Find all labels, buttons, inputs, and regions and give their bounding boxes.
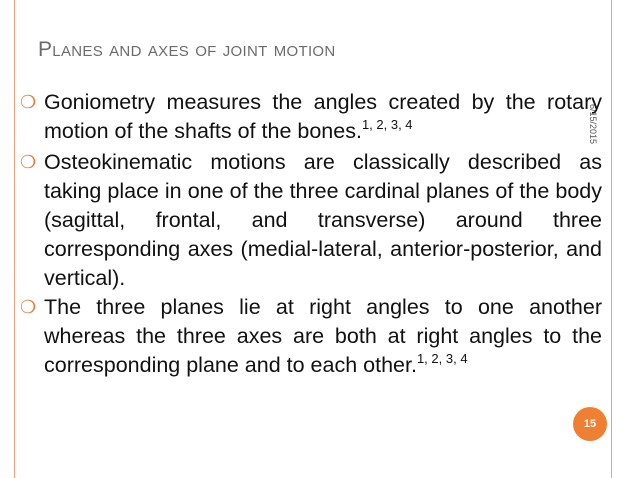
- bullet-item: [20, 293, 602, 382]
- bullet-text: Goniometry measures the angles created by the rotary motion of the shafts of the bones.: [44, 90, 602, 143]
- right-border-line: [611, 0, 612, 478]
- page-number-badge: 15: [573, 407, 607, 441]
- bullet-list: [20, 88, 602, 382]
- reference-superscript: 1, 2, 3, 4: [416, 351, 468, 366]
- left-border-line: [14, 0, 15, 478]
- hollow-circle-bullet-icon: ❍: [20, 92, 37, 113]
- slide-title: Planes and axes of joint motion: [38, 38, 336, 61]
- reference-superscript: 1, 2, 3, 4: [361, 117, 413, 132]
- hollow-circle-bullet-icon: ❍: [20, 297, 37, 318]
- slide-date: 6/15/2015: [588, 104, 598, 145]
- bullet-text: The three planes lie at right angles to one another whereas the three axes are both at right angles to the corresponding plane and to each other.: [44, 295, 602, 377]
- bullet-text: Osteokinematic motions are classically described as taking place in one of the three cardinal planes of the body (sagittal, frontal, and transverse) around three corresponding axes (medial-lateral, anterior-posterior, and vertical).: [44, 150, 602, 290]
- hollow-circle-bullet-icon: ❍: [20, 152, 37, 173]
- bullet-item: [20, 148, 602, 293]
- bullet-item: [20, 88, 602, 148]
